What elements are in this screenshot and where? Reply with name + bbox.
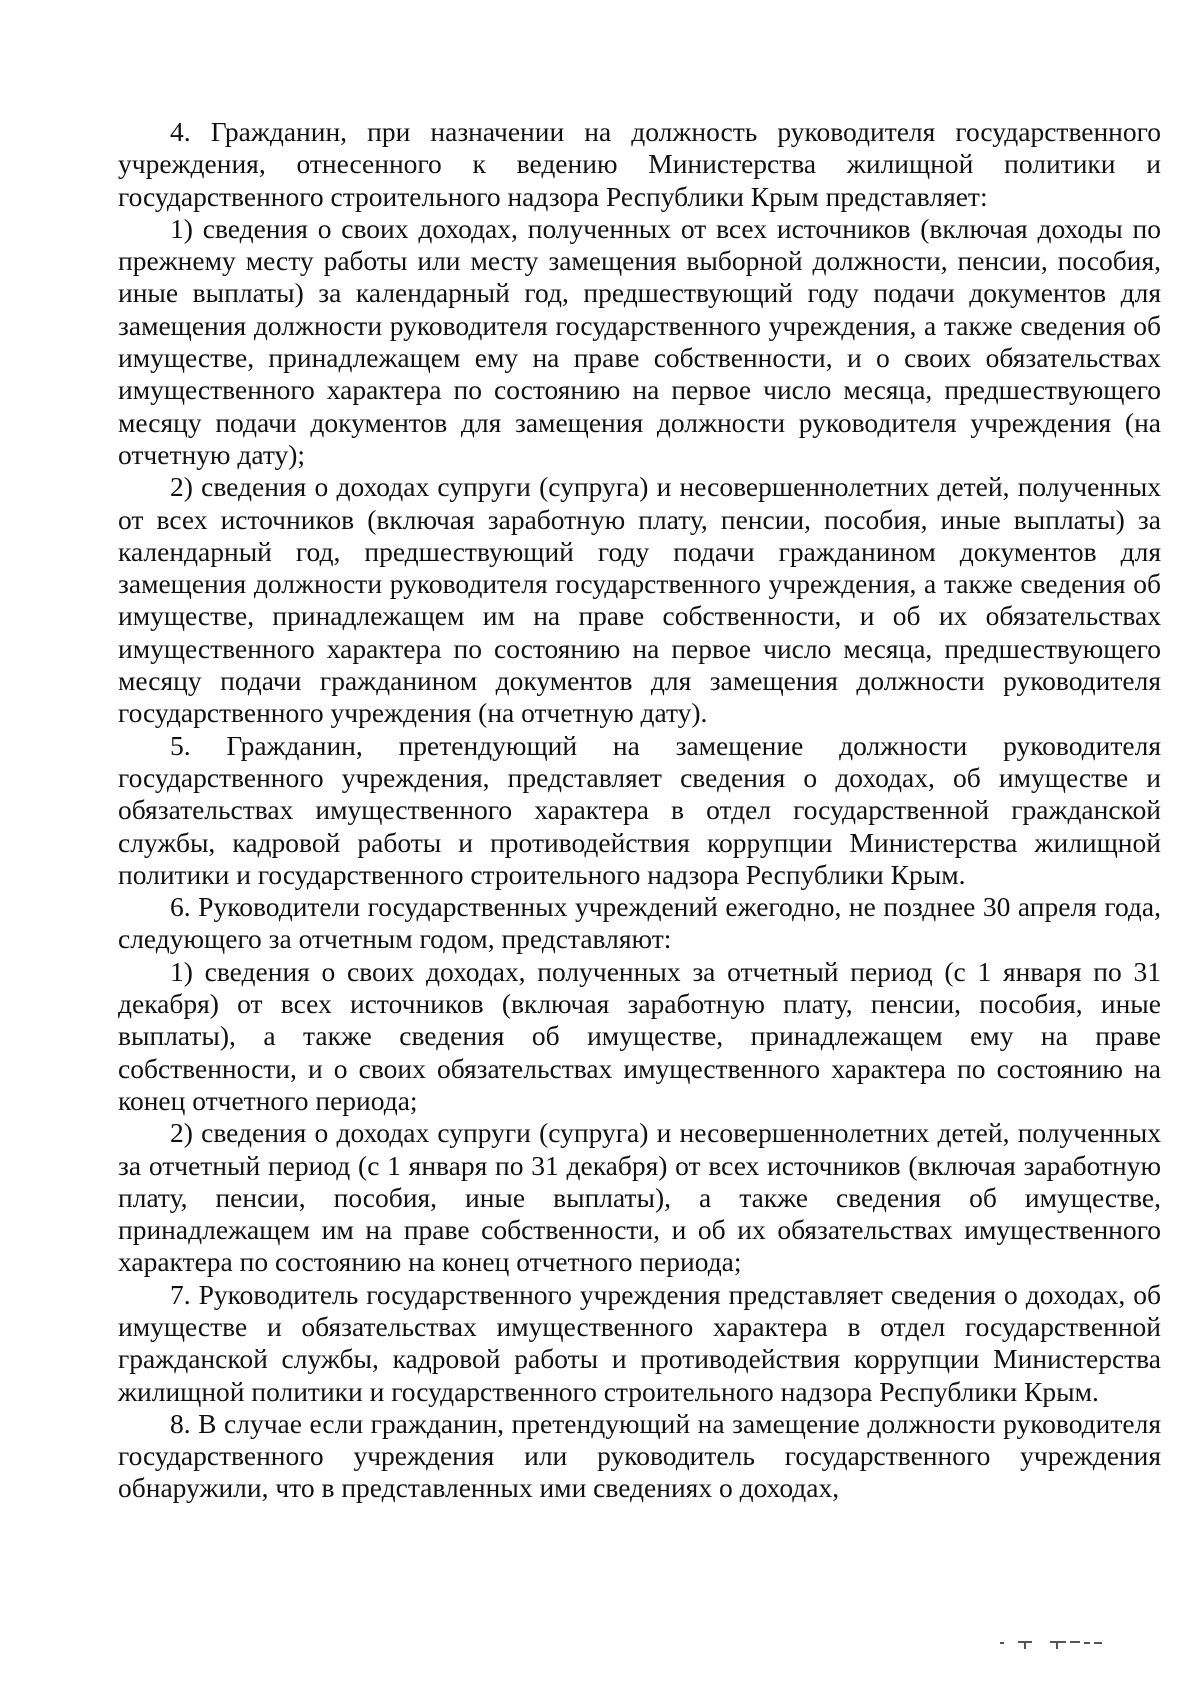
paragraph-4: 4. Гражданин, при назначении на должность руководителя государственного учреждения, отнесенного к ведению Министерства жилищной политики и государственного строительного надзора Республики Крым представляет:	[118, 116, 1161, 212]
paragraph-6-item-2: 2) сведения о доходах супруги (супруга) и несовершеннолетних детей, полученных за отчетный период (с 1 января по 31 декабря) от всех источников (включая заработную плату, пенсии, пособия, иные выплаты), а также сведения об имуществе, принадлежащем им на праве собственности, и об их обязательствах имущественного характера по состоянию на конец отчетного периода;	[118, 1117, 1161, 1278]
paragraph-8: 8. В случае если гражданин, претендующий на замещение должности руководителя государственного учреждения или руководитель государственного учреждения обнаружили, что в представленных ими сведениях о доходах,	[118, 1407, 1161, 1504]
paragraph-7: 7. Руководитель государственного учреждения представляет сведения о доходах, об имуществе и обязательствах имущественного характера в отдел государственной гражданской службы, кадровой работы и противодействия коррупции Министерства жилищной политики и государственного строительного надзора Республики Крым.	[118, 1278, 1161, 1407]
paragraph-5: 5. Гражданин, претендующий на замещение должности руководителя государственного учреждения, представляет сведения о доходах, об имуществе и обязательствах имущественного характера в отдел государственной гражданской службы, кадровой работы и противодействия коррупции Министерства жилищной политики и государственного строительного надзора Республики Крым.	[118, 729, 1161, 890]
paragraph-6-item-1: 1) сведения о своих доходах, полученных за отчетный период (с 1 января по 31 декабря) от всех источников (включая заработную плату, пенсии, пособия, иные выплаты), а также сведения об имуществе, принадлежащем ему на праве собственности, и о своих обязательствах имущественного характера по состоянию на конец отчетного периода;	[118, 955, 1161, 1116]
document-body	[118, 116, 1161, 1505]
scan-noise-mark	[1000, 1638, 1120, 1650]
scan-artifact	[1000, 1638, 1120, 1655]
paragraph-6: 6. Руководители государственных учреждений ежегодно, не позднее 30 апреля года, следующего за отчетным годом, представляют:	[118, 891, 1161, 955]
paragraph-4-item-2: 2) сведения о доходах супруги (супруга) и несовершеннолетних детей, полученных от всех источников (включая заработную плату, пенсии, пособия, иные выплаты) за календарный год, предшествующий году подачи гражданином документов для замещения должности руководителя государственного учреждения, а также сведения об имуществе, принадлежащем им на праве собственности, и об их обязательствах имущественного характера по состоянию на первое число месяца, предшествующего месяцу подачи гражданином документов для замещения должности руководителя государственного учреждения (на отчетную дату).	[118, 471, 1161, 729]
paragraph-4-item-1: 1) сведения о своих доходах, полученных от всех источников (включая доходы по прежнему месту работы или месту замещения выборной должности, пенсии, пособия, иные выплаты) за календарный год, предшествующий году подачи документов для замещения должности руководителя государственного учреждения, а также сведения об имуществе, принадлежащем ему на праве собственности, и о своих обязательствах имущественного характера по состоянию на первое число месяца, предшествующего месяцу подачи документов для замещения должности руководителя учреждения (на отчетную дату);	[118, 212, 1161, 470]
